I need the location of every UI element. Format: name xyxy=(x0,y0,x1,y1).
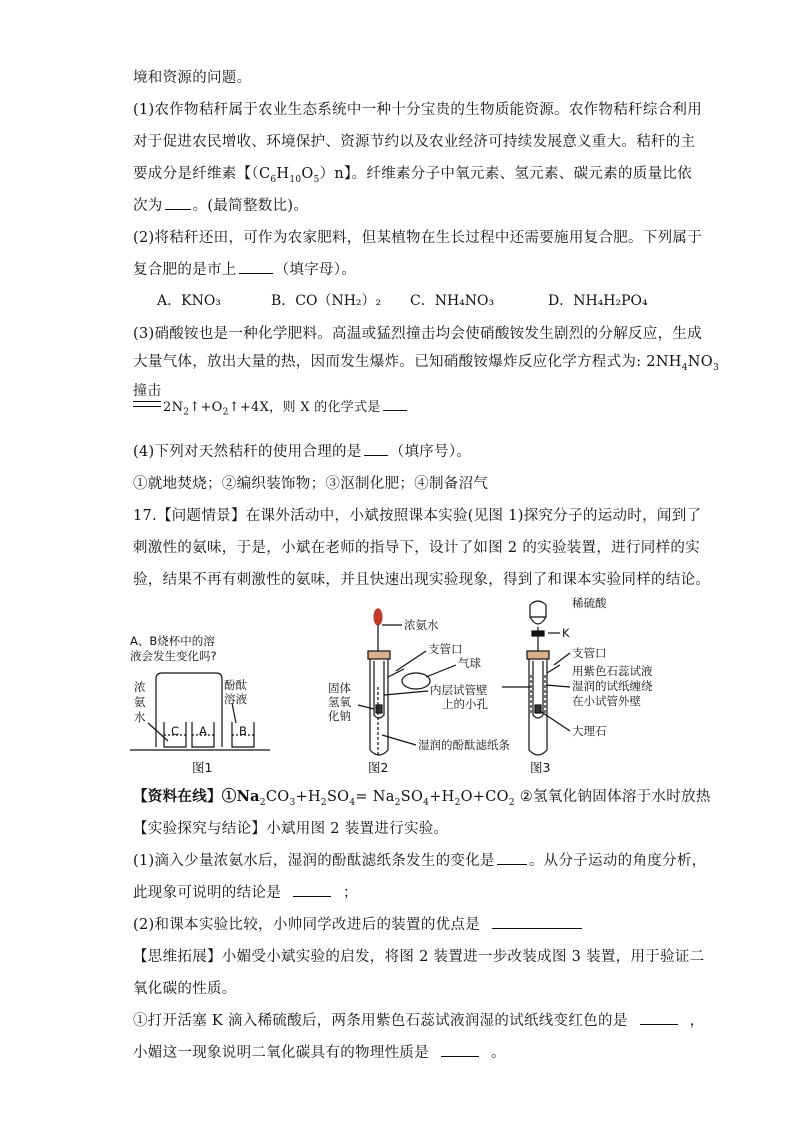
fig3-label: 在小试管外壁 xyxy=(572,694,641,708)
text-line xyxy=(133,472,488,493)
subscript: 2 xyxy=(454,797,461,808)
text-line xyxy=(133,350,719,373)
text: ↑+4X，则 X 的化学式是 xyxy=(228,400,381,415)
fig2-label: 氢氧 xyxy=(328,695,351,709)
text: +H xyxy=(429,789,455,805)
subscript: 2 xyxy=(259,797,266,808)
subscript: 2 xyxy=(183,407,190,418)
option-b: B．CO（NH₂）₂ xyxy=(271,293,382,309)
fig3-label: 湿润的试纸缠绕 xyxy=(572,679,653,693)
text: (1)滴入少量浓氨水后，湿润的酚酞滤纸条发生的变化是 xyxy=(133,853,495,869)
pointer-line xyxy=(540,711,570,731)
text-line xyxy=(133,817,448,838)
side-arm xyxy=(388,669,404,677)
subscript: 2 xyxy=(320,797,327,808)
text: 。从分子运动的角度分析， xyxy=(528,853,707,869)
fig1-caption: 图1 xyxy=(192,760,213,775)
text-line xyxy=(133,66,251,87)
pointer-line xyxy=(546,685,570,687)
pointer-line xyxy=(384,691,428,695)
text: (4)下列对天然秸秆的使用合理的是 xyxy=(133,444,362,460)
answer-blank[interactable] xyxy=(293,884,331,897)
text: SO xyxy=(326,789,350,805)
text: 撞击 xyxy=(133,383,162,399)
answer-blank[interactable] xyxy=(165,197,191,210)
text: SO xyxy=(400,789,424,805)
pointer-line xyxy=(232,703,236,723)
text-line xyxy=(133,568,710,589)
subscript: 3 xyxy=(712,362,719,373)
subscript: 2 xyxy=(508,797,515,808)
balloon xyxy=(402,673,430,689)
fig3-caption: 图3 xyxy=(530,760,551,775)
text-line xyxy=(133,130,695,151)
subscript: 2 xyxy=(394,797,401,808)
experiment-figures xyxy=(120,595,680,775)
answer-blank[interactable] xyxy=(239,261,273,274)
fig2-caption: 图2 xyxy=(368,760,389,775)
text-line xyxy=(133,162,692,185)
option-c: C．NH₄NO₃ xyxy=(410,293,495,309)
text-line xyxy=(133,849,706,870)
side-arm xyxy=(547,665,560,673)
fig1-label: 氨 xyxy=(134,695,146,709)
text: 此现象可说明的结论是 xyxy=(133,885,281,901)
text: CO xyxy=(265,789,290,805)
funnel-bulb xyxy=(530,617,546,624)
text: O+CO xyxy=(460,789,509,805)
text-line xyxy=(133,1041,506,1062)
stopper xyxy=(527,651,549,659)
text: （填字母）。 xyxy=(274,262,357,278)
fig2-label: 气球 xyxy=(458,656,481,670)
text-line xyxy=(133,1009,704,1030)
fig2-label: 浓氨水 xyxy=(404,618,439,632)
text: 复合肥的是市上 xyxy=(133,262,237,278)
text: 对于促进农民增收、环境保护、资源节约以及农业经济可持续发展意义重大。秸秆的主 xyxy=(133,134,696,150)
fig3-label: K xyxy=(562,626,570,640)
text-line xyxy=(133,977,237,998)
beaker-b-label: B xyxy=(239,724,247,738)
text: 大量气体，放出大量的热，因而发生爆炸。已知硝酸铵爆炸反应化学方程式为: 2NH xyxy=(133,354,682,370)
pointer-line xyxy=(426,665,456,677)
text: 境和资源的问题。 xyxy=(133,70,252,86)
fig2-label: 化钠 xyxy=(328,709,351,723)
text: O xyxy=(301,166,314,182)
stopcock-k xyxy=(532,631,544,636)
answer-blank[interactable] xyxy=(640,1012,678,1025)
text: 验，结果不再有刺激性的氨味，并且快速出现实验现象，得到了和课本实验同样的结论。 xyxy=(133,572,711,588)
pointer-line xyxy=(554,653,570,665)
fig3-label: 大理石 xyxy=(572,724,607,738)
text: (3)硝酸铵也是一种化学肥料。高温或猛烈撞击均会使硝酸铵发生剧烈的分解反应，生成 xyxy=(133,326,703,342)
text: (2)将秸秆还田，可作为农家肥料，但某植物在生长过程中还需要施用复合肥。下列属于 xyxy=(133,230,703,246)
beaker-a-label: A xyxy=(199,724,207,738)
text: ）n】。纤维素分子中氧元素、氢元素、碳元素的质量比依 xyxy=(319,166,692,182)
text: ， xyxy=(689,1013,705,1029)
fig3-label: 用紫色石蕊试液 xyxy=(572,664,653,678)
answer-blank[interactable] xyxy=(364,443,388,456)
option-d: D．NH₄H₂PO₄ xyxy=(548,293,648,309)
text-line xyxy=(133,536,700,557)
fig1-label: 酚酞 xyxy=(224,678,247,692)
text: ； xyxy=(343,885,358,901)
text: (2)和课本实验比较，小帅同学改进后的装置的优点是 xyxy=(133,917,481,933)
text-line xyxy=(133,258,356,279)
subscript: 6 xyxy=(270,174,277,185)
text: 。 xyxy=(491,1045,506,1061)
subscript: 4 xyxy=(423,797,430,808)
text: ①就地焚烧；②编织装饰物；③沤制化肥；④制备沼气 xyxy=(133,476,489,492)
pointer-line xyxy=(358,705,374,709)
text: 2N xyxy=(163,400,184,415)
text-line xyxy=(163,396,409,418)
text: 【实验探究与结论】小斌用图 2 装置进行实验。 xyxy=(133,821,449,837)
answer-blank[interactable] xyxy=(383,398,407,411)
text: +H xyxy=(295,789,321,805)
text: ↑+O xyxy=(189,400,223,415)
option-a: A．KNO₃ xyxy=(157,293,221,309)
fig2-label: 湿润的酚酞滤纸条 xyxy=(418,738,510,752)
pointer-line xyxy=(382,735,416,745)
fig3-label: 稀硫酸 xyxy=(572,596,607,610)
fig1-label: 溶液 xyxy=(224,692,247,706)
figure-1-drawing xyxy=(130,673,270,750)
text-line xyxy=(133,785,711,808)
fig2-label: 上的小孔 xyxy=(442,697,488,711)
text: ①打开活塞 K 滴入稀硫酸后，两条用紫色石蕊试液润湿的试纸线变红色的是 xyxy=(133,1013,628,1029)
stopper xyxy=(368,651,390,659)
text: = Na xyxy=(355,789,395,805)
text: 要成分是纤维素【（C xyxy=(133,166,271,182)
fig1-label: 水 xyxy=(134,710,146,724)
subscript: 5 xyxy=(313,174,320,185)
answer-blank[interactable] xyxy=(492,916,582,929)
text: 刺激性的氨味，于是，小斌在老师的指导下，设计了如图 2 的实验装置，进行同样的实 xyxy=(133,540,700,556)
text: H xyxy=(276,166,290,182)
text-line xyxy=(133,322,702,343)
text-line xyxy=(133,881,358,902)
subscript: 4 xyxy=(349,797,356,808)
funnel-top xyxy=(530,601,546,617)
text-line xyxy=(133,913,584,934)
fig1-question: A、B烧杯中的溶 xyxy=(130,634,215,648)
text-line xyxy=(133,945,704,966)
text-line xyxy=(133,226,702,247)
beaker-c-label: C xyxy=(171,724,180,738)
text-line xyxy=(133,504,701,525)
answer-blank[interactable] xyxy=(497,852,527,865)
text: NO xyxy=(687,354,713,370)
naoh-solid xyxy=(376,705,382,713)
fig3-label: 支管口 xyxy=(572,646,607,660)
text: 氧化碳的性质。 xyxy=(133,981,237,997)
text: （填序号）。 xyxy=(389,444,472,460)
text: 17.【问题情景】在课外活动中，小斌按照课本实验(见图 1)探究分子的运动时，闻到了 xyxy=(133,508,702,524)
subscript: 3 xyxy=(289,797,296,808)
bell-jar xyxy=(156,673,222,747)
fig1-label: 浓 xyxy=(134,680,146,694)
equation-condition xyxy=(133,380,162,400)
equation-arrow xyxy=(133,401,161,407)
figure-3-drawing xyxy=(502,601,570,755)
subscript: 10 xyxy=(289,174,302,185)
text: 次为 xyxy=(133,198,163,214)
text-line xyxy=(133,194,308,215)
text: 【资料在线】①Na xyxy=(133,788,260,805)
text: (1)农作物秸秆属于农业生态系统中一种十分宝贵的生物质能资源。农作物秸秆综合利用 xyxy=(133,102,703,118)
text: ②氢氧化钠固体溶于水时放热 xyxy=(514,789,711,805)
dropper-bulb xyxy=(374,609,382,625)
pointer-line xyxy=(148,723,168,741)
marble xyxy=(535,705,541,713)
answer-blank[interactable] xyxy=(441,1044,479,1057)
text: 【思维拓展】小媚受小斌实验的启发，将图 2 装置进一步改装成图 3 装置，用于验证二 xyxy=(133,949,705,965)
subscript: 2 xyxy=(222,407,229,418)
pointer-line xyxy=(396,651,426,671)
text-line xyxy=(133,98,702,119)
fig2-label: 内层试管壁 xyxy=(430,683,488,697)
text: 小媚这一现象说明二氧化碳具有的物理性质是 xyxy=(133,1045,429,1061)
fig2-label: 固体 xyxy=(328,681,351,695)
text-line xyxy=(133,440,471,461)
fig1-question: 液会发生变化吗? xyxy=(130,649,217,663)
fig2-label: 支管口 xyxy=(428,642,463,656)
subscript: 4 xyxy=(681,362,688,373)
text: 。(最简整数比)。 xyxy=(192,198,309,214)
